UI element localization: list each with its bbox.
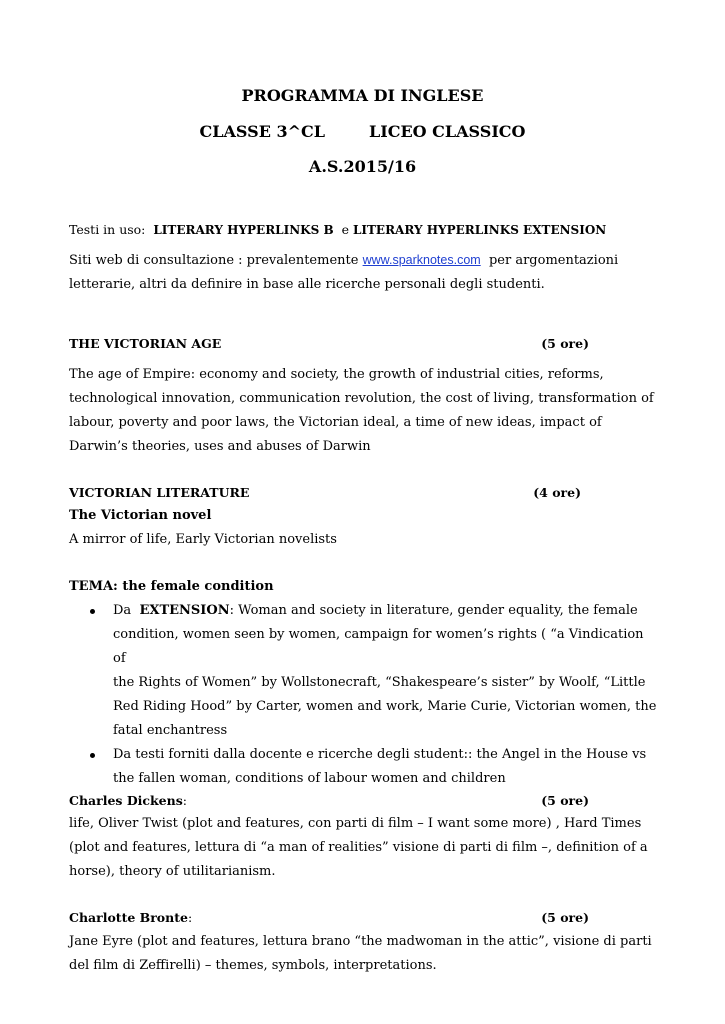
textbooks-line (69, 218, 659, 242)
text-line: the fallen woman, conditions of labour women and children (113, 771, 506, 786)
victorian-literature-heading-row (69, 481, 581, 505)
bronte-body (69, 930, 659, 978)
text-line: life, Oliver Twist (plot and features, con parti di film – I want some more) , Hard Times (69, 816, 642, 831)
websites-prefix: Siti web di consultazione : prevalentemente (69, 253, 359, 268)
textbook-2: LITERARY HYPERLINKS EXTENSION (352, 223, 607, 237)
victorian-age-heading-row (69, 332, 589, 356)
bullet1-rest: : Woman and society in literature, gender equality, the female (229, 603, 638, 618)
text-line: fatal enchantress (113, 723, 228, 738)
sparknotes-link[interactable]: www.sparknotes.com (362, 253, 481, 267)
websites-line-1 (69, 248, 659, 273)
class-label: CLASSE 3^CL (199, 122, 325, 141)
text-line: (plot and features, lettura di “a man of realities” visione di parti di film –, definition of a (69, 840, 648, 855)
tema-list (69, 599, 659, 791)
dickens-heading-row (69, 789, 589, 813)
victorian-literature-heading: VICTORIAN LITERATURE (69, 485, 250, 500)
class-line (0, 122, 725, 142)
textbook-1: LITERARY HYPERLINKS B (153, 223, 334, 237)
bullet-icon (90, 609, 95, 614)
bronte-heading-row (69, 906, 589, 930)
list-item (69, 599, 659, 743)
text-line: del film di Zeffirelli) – themes, symbols, interpretations. (69, 958, 437, 973)
bronte-heading: Charlotte Bronte (69, 910, 188, 925)
text-line: The age of Empire: economy and society, the growth of industrial cities, reforms, (69, 367, 604, 382)
bullet-icon (90, 753, 95, 758)
bronte-colon: : (187, 910, 193, 925)
text-line: labour, poverty and poor laws, the Victorian ideal, a time of new ideas, impact of (69, 415, 602, 430)
textbook-connector: e (341, 222, 349, 237)
text-line: technological innovation, communication revolution, the cost of living, transformation of (69, 391, 654, 406)
victorian-novel-line: A mirror of life, Early Victorian novelists (69, 532, 337, 547)
text-line (113, 599, 659, 623)
victorian-age-hours: (5 ore) (541, 336, 589, 351)
text-line: Red Riding Hood” by Carter, women and work, Marie Curie, Victorian women, the (113, 699, 657, 714)
extension-label: EXTENSION (139, 603, 230, 618)
school-year: A.S.2015/16 (308, 157, 417, 176)
text-line: horse), theory of utilitarianism. (69, 864, 276, 879)
victorian-age-body (69, 363, 659, 459)
text-line: Darwin’s theories, uses and abuses of Darwin (69, 439, 371, 454)
victorian-literature-hours: (4 ore) (533, 485, 581, 500)
victorian-age-heading: THE VICTORIAN AGE (69, 336, 222, 351)
dickens-body (69, 812, 659, 884)
victorian-novel-subheading: The Victorian novel (69, 508, 212, 523)
bronte-hours: (5 ore) (541, 910, 589, 925)
textbooks-label: Testi in uso: (69, 222, 146, 237)
dickens-colon: : (182, 793, 187, 808)
websites-paragraph (69, 248, 659, 297)
text-line: Da testi forniti dalla docente e ricerche degli student:: the Angel in the House vs (113, 747, 647, 762)
text-line: condition, women seen by women, campaign for women’s rights ( “a Vindication of (113, 627, 644, 666)
bullet1-prefix: Da (113, 603, 132, 618)
websites-line-2: letterarie, altri da definire in base alle ricerche personali degli studenti. (69, 277, 545, 292)
dickens-hours: (5 ore) (541, 793, 589, 808)
page-title: PROGRAMMA DI INGLESE (241, 86, 484, 105)
tema-heading: TEMA: the female condition (69, 579, 274, 594)
school-label: LICEO CLASSICO (368, 122, 526, 141)
dickens-heading: Charles Dickens (69, 793, 183, 808)
text-line: the Rights of Women” by Wollstonecraft, “Shakespeare’s sister” by Woolf, “Little (113, 675, 646, 690)
text-line: Jane Eyre (plot and features, lettura brano “the madwoman in the attic”, visione di parti (69, 934, 652, 949)
list-item (69, 743, 659, 791)
websites-suffix: per argomentazioni (488, 253, 619, 268)
